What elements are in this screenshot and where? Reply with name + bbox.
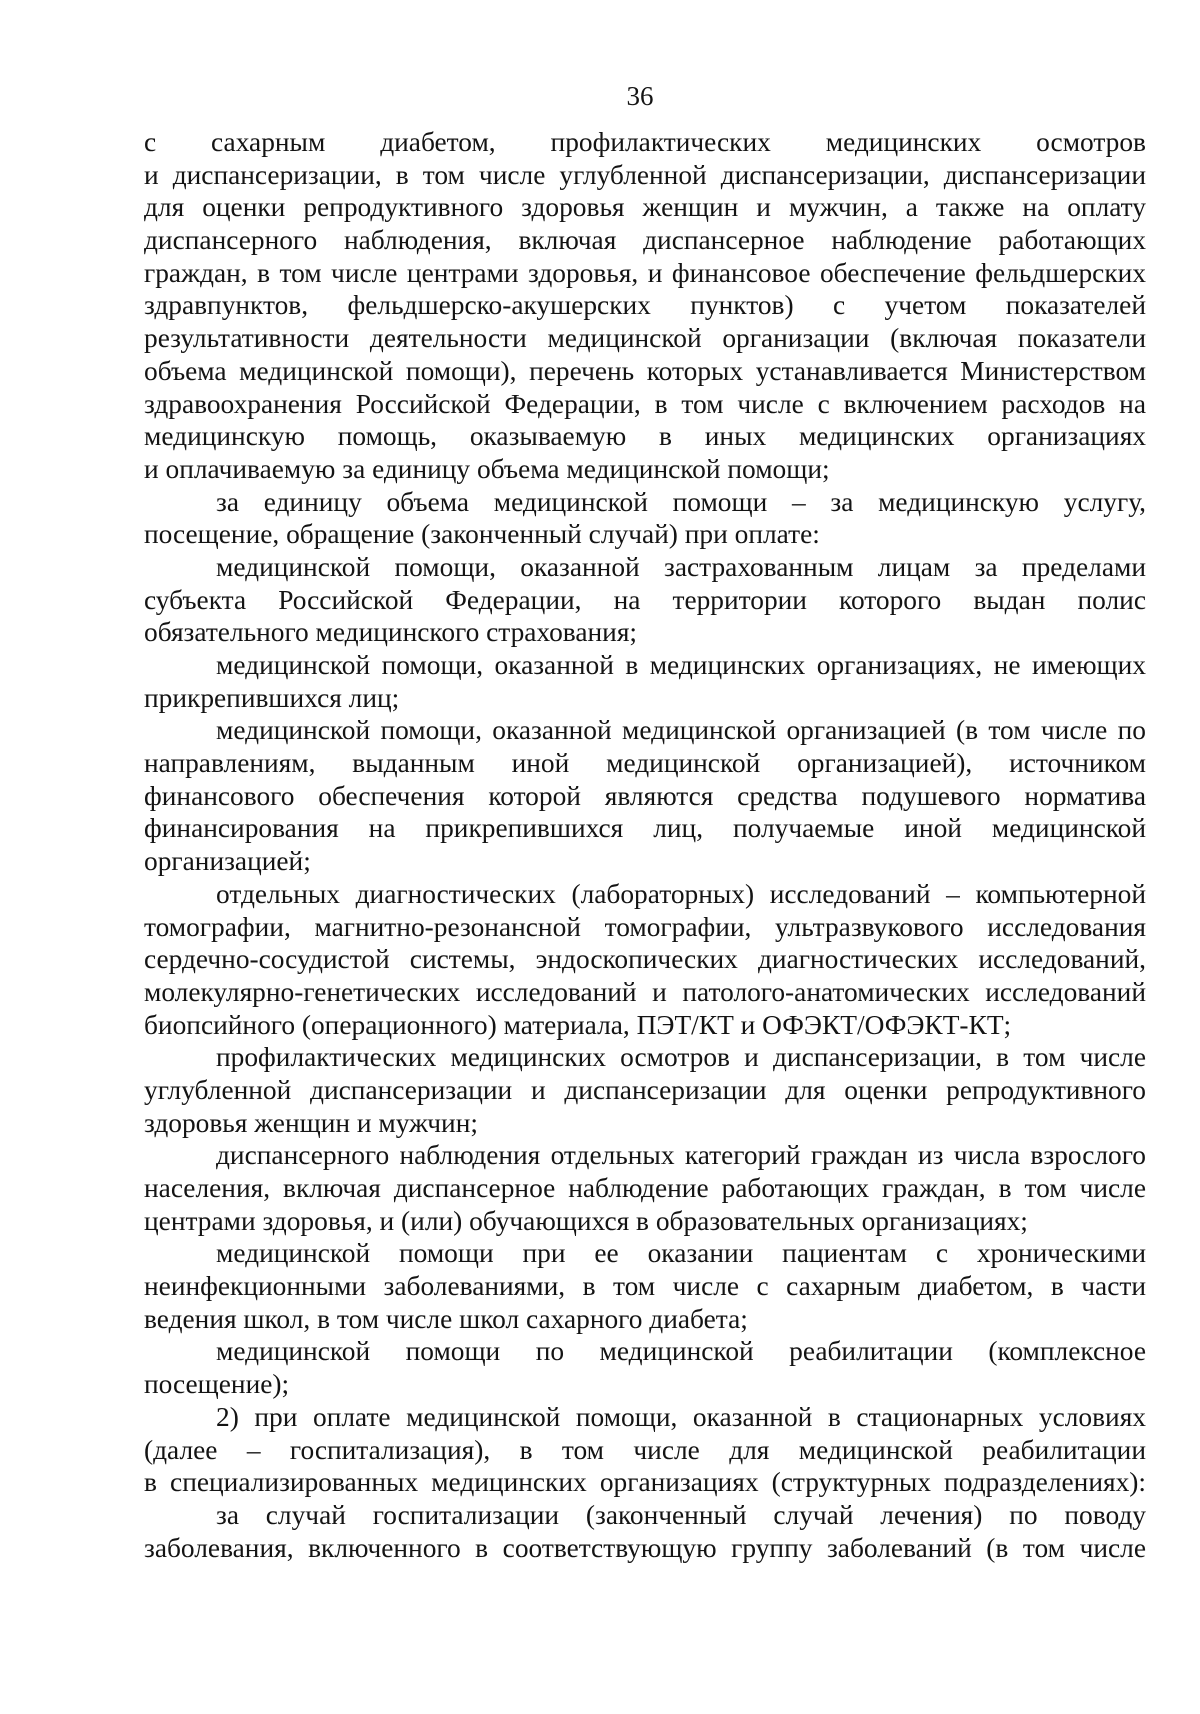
text-line: биопсийного (операционного) материала, ПЭТ/КТ и ОФЭКТ/ОФЭКТ-КТ; — [144, 1009, 1012, 1040]
document-body — [144, 126, 1146, 1564]
text-line: диспансерного наблюдения отдельных категорий граждан из числа взрослого — [216, 1140, 1146, 1171]
text-line: здравоохранения Российской Федерации, в том числе с включением расходов на — [144, 388, 1146, 419]
text-line: посещение); — [144, 1369, 290, 1400]
text-line: граждан, в том числе центрами здоровья, и финансовое обеспечение фельдшерских — [144, 257, 1146, 288]
text-line: (далее – госпитализация), в том числе для медицинской реабилитации — [144, 1434, 1146, 1465]
text-line: направлениям, выданным иной медицинской организацией), источником — [144, 748, 1146, 779]
text-line: сердечно-сосудистой системы, эндоскопических диагностических исследований, — [144, 944, 1146, 975]
text-line: медицинскую помощь, оказываемую в иных медицинских организациях — [144, 421, 1146, 452]
text-line: за случай госпитализации (законченный случай лечения) по поводу — [216, 1499, 1146, 1530]
text-line: здоровья женщин и мужчин; — [144, 1107, 478, 1138]
text-line: профилактических медицинских осмотров и диспансеризации, в том числе — [216, 1042, 1146, 1073]
text-line: и диспансеризации, в том числе углубленной диспансеризации, диспансеризации — [144, 159, 1146, 190]
text-line: результативности деятельности медицинской организации (включая показатели — [144, 323, 1146, 354]
text-line: объема медицинской помощи), перечень которых устанавливается Министерством — [144, 355, 1146, 386]
text-line: неинфекционными заболеваниями, в том числе с сахарным диабетом, в части — [144, 1271, 1146, 1302]
text-line: населения, включая диспансерное наблюдение работающих граждан, в том числе — [144, 1173, 1146, 1203]
text-line: для оценки репродуктивного здоровья женщин и мужчин, а также на оплату — [144, 192, 1146, 223]
text-line: медицинской помощи при ее оказании пациентам с хроническими — [216, 1238, 1146, 1269]
text-line: молекулярно-генетических исследований и патолого-анатомических исследований — [144, 976, 1146, 1007]
text-line: прикрепившихся лиц; — [144, 682, 400, 713]
text-line: медицинской помощи, оказанной застрахованным лицам за пределами — [216, 551, 1146, 582]
text-line: с сахарным диабетом, профилактических медицинских осмотров — [144, 127, 1146, 157]
text-line: центрами здоровья, и (или) обучающихся в образовательных организациях; — [144, 1205, 1028, 1236]
text-line: здравпунктов, фельдшерско-акушерских пунктов) с учетом показателей — [144, 290, 1146, 321]
text-line: финансового обеспечения которой являются средства подушевого норматива — [144, 780, 1146, 811]
text-line: 2) при оплате медицинской помощи, оказанной в стационарных условиях — [216, 1401, 1146, 1432]
text-line: в специализированных медицинских организациях (структурных подразделениях): — [144, 1467, 1146, 1498]
text-line: диспансерного наблюдения, включая диспансерное наблюдение работающих — [144, 225, 1146, 256]
text-line: медицинской помощи, оказанной медицинской организацией (в том числе по — [216, 715, 1146, 746]
text-line: заболевания, включенного в соответствующую группу заболеваний (в том числе — [144, 1532, 1146, 1563]
text-line: и оплачиваемую за единицу объема медицинской помощи; — [144, 453, 830, 484]
text-line: посещение, обращение (законченный случай) при оплате: — [144, 519, 820, 550]
text-line: отдельных диагностических (лабораторных) исследований – компьютерной — [216, 878, 1146, 909]
text-line: за единицу объема медицинской помощи – за медицинскую услугу, — [216, 486, 1146, 517]
text-line: ведения школ, в том числе школ сахарного диабета; — [144, 1303, 748, 1334]
text-line: организацией; — [144, 846, 311, 877]
page-number: 36 — [626, 81, 654, 111]
text-line: углубленной диспансеризации и диспансеризации для оценки репродуктивного — [144, 1074, 1146, 1105]
text-line: медицинской помощи, оказанной в медицинских организациях, не имеющих — [216, 650, 1146, 680]
text-line: томографии, магнитно-резонансной томографии, ультразвукового исследования — [144, 911, 1146, 942]
text-line: финансирования на прикрепившихся лиц, получаемые иной медицинской — [144, 813, 1146, 844]
text-line: субъекта Российской Федерации, на территории которого выдан полис — [144, 584, 1146, 615]
text-line: медицинской помощи по медицинской реабилитации (комплексное — [216, 1336, 1146, 1367]
text-line: обязательного медицинского страхования; — [144, 617, 638, 648]
